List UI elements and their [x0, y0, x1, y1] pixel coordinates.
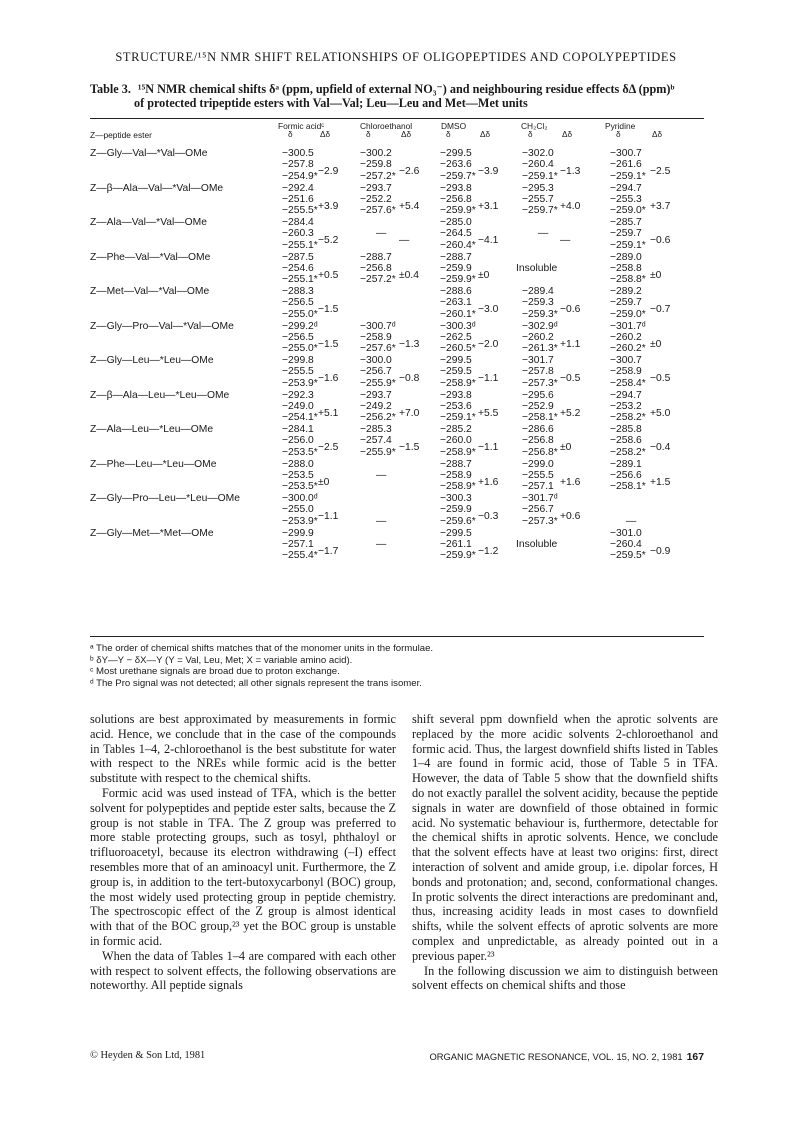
shift-value: −256.8 [360, 262, 392, 274]
shift-value: −286.6 [522, 424, 554, 435]
delta-value: −0.9 [650, 545, 671, 557]
shift-value: −259.9 [440, 504, 472, 516]
delta-value: +0.5 [318, 269, 339, 281]
shift-value: −263.1 [440, 297, 472, 309]
shift-value: −253.6 [440, 400, 472, 412]
delta-value: −1.5 [318, 338, 339, 350]
shift-value: −257.2* [360, 170, 396, 182]
shift-value: −256.6 [610, 469, 642, 481]
shift-value: −301.7ᵈ [522, 493, 558, 504]
delta-value: +3.9 [318, 200, 339, 212]
shift-value: — [538, 228, 549, 240]
shift-value: −256.5 [282, 297, 314, 309]
shift-value: −257.3* [522, 515, 558, 527]
shift-value: −256.7 [522, 504, 554, 516]
shift-value: −292.3 [282, 389, 314, 401]
delta-value: −0.8 [399, 373, 420, 385]
shift-value: −284.4 [282, 217, 314, 228]
shift-value: −260.3 [282, 228, 314, 240]
shift-value: −257.1 [522, 481, 554, 493]
shift-value: −253.9* [282, 515, 318, 527]
shift-value: −260.4 [610, 538, 642, 550]
shift-value: −295.6 [522, 389, 554, 401]
shift-value: −299.5 [440, 148, 472, 159]
shift-value: −257.2* [360, 274, 396, 286]
delta-value: −2.0 [478, 338, 499, 350]
shift-value: −255.1* [282, 274, 318, 286]
row-label: Z—Gly—Pro—Leu—*Leu—OMe [90, 493, 240, 504]
shift-value: −258.8 [610, 262, 642, 274]
footnote-a: ᵃ The order of chemical shifts matches that of the monomer units in the formulae. [90, 643, 434, 654]
shift-value: −255.0 [282, 504, 314, 516]
shift-value: −255.0* [282, 308, 318, 320]
delta-value: −1.5 [318, 304, 339, 316]
shift-value: −255.5* [282, 205, 318, 217]
delta-value: +5.1 [318, 407, 339, 419]
page-number: 167 [686, 1052, 704, 1063]
shift-value: −253.9* [282, 377, 318, 389]
delta-value: +3.7 [650, 200, 671, 212]
delta-value: ±0.4 [399, 269, 419, 281]
header-rowlabel: Z—peptide ester [90, 130, 152, 140]
shift-value: −259.6* [440, 515, 476, 527]
shift-value: −249.0 [282, 400, 314, 412]
shift-value: −255.5 [282, 366, 314, 378]
header-delta: δ [616, 130, 621, 139]
shift-value: −258.4* [610, 377, 646, 389]
shift-value: −302.9ᵈ [522, 320, 558, 332]
shift-value: — [626, 515, 637, 527]
shift-value: −300.0 [360, 355, 392, 366]
body-left-column [90, 712, 396, 993]
shift-value: −254.1* [282, 412, 318, 424]
shift-value: −258.2* [610, 412, 646, 424]
row-label: Z—Gly—Leu—*Leu—OMe [90, 355, 214, 366]
paragraph: When the data of Tables 1–4 are compared with each other with respect to solvent effects, the following observations are noteworthy. All peptide signals [90, 948, 396, 993]
delta-value: −1.2 [478, 545, 499, 557]
shift-value: −260.4 [522, 159, 554, 171]
delta-value: −1.3 [399, 338, 420, 350]
shift-value: −289.4 [522, 286, 554, 297]
shift-value: −255.7 [522, 193, 554, 205]
table-footnotes [90, 643, 704, 689]
shift-value: −253.5* [282, 446, 318, 458]
delta-value: −0.5 [560, 373, 581, 385]
shift-value: −256.8* [522, 446, 558, 458]
shift-value: −255.3 [610, 193, 642, 205]
shift-value: −259.5 [440, 366, 472, 378]
shift-value: −285.2 [440, 424, 472, 435]
delta-value: −2.9 [318, 166, 339, 178]
paragraph: solutions are best approximated by measurements in formic acid. Hence, we conclude that in the case of the compounds in Tables 1–4, 2-chloroethanol is the best substitute for water with respect to the NREs while formic acid is the better substitute with respect to the chemical shifts. [90, 712, 396, 786]
shift-value: −293.7 [360, 389, 392, 401]
delta-value: +5.4 [399, 200, 420, 212]
shift-value: −293.7 [360, 182, 392, 194]
row-label: Z—Phe—Leu—*Leu—OMe [90, 458, 217, 470]
footnote-d: ᵈ The Pro signal was not detected; all other signals represent the trans isomer. [90, 677, 422, 689]
shift-value: −258.2* [610, 446, 646, 458]
shift-value: −257.8 [522, 366, 554, 378]
delta-value: −2.5 [318, 442, 339, 454]
caption-label: Table 3. [90, 82, 131, 96]
shift-value: −259.3 [522, 297, 554, 309]
delta-value: −2.6 [399, 166, 420, 178]
shift-value: −256.0 [282, 435, 314, 447]
shift-value: −253.5* [282, 481, 318, 493]
footnote-c: ᶜ Most urethane signals are broad due to proton exchange. [90, 666, 340, 677]
table-rule-top [90, 118, 704, 119]
shift-value: −293.8 [440, 389, 472, 401]
delta-value: +3.1 [478, 200, 499, 212]
shift-value: −285.7 [610, 217, 642, 228]
shift-value: −260.5* [440, 343, 476, 355]
delta-value: −0.6 [560, 304, 581, 316]
shift-value: Insoluble [516, 538, 558, 550]
shift-value: −288.0 [282, 458, 314, 470]
shift-value: −260.1* [440, 308, 476, 320]
delta-value: — [399, 235, 410, 247]
shift-value: −288.7 [440, 458, 472, 470]
shift-value: −300.3ᵈ [440, 320, 476, 332]
caption-line1: ¹⁵N NMR chemical shifts δᵃ (ppm, upfield of external NO₃⁻) and neighbouring residue effects δΔ (ppm)ᵇ [137, 82, 675, 96]
footnote-b: ᵇ δY—Y − δX—Y (Y = Val, Leu, Met; X = variable amino acid). [90, 654, 353, 666]
shift-value: −258.9* [440, 481, 476, 493]
shift-value: — [376, 228, 387, 240]
shift-value: −285.0 [440, 217, 472, 228]
shift-value: −299.5 [440, 355, 472, 366]
header-ddelta: Δδ [401, 130, 412, 139]
journal-citation: ORGANIC MAGNETIC RESONANCE, VOL. 15, NO. 2, 1981 [429, 1051, 683, 1062]
shift-value: −260.4* [440, 239, 476, 251]
shift-value: −299.0 [522, 458, 554, 470]
shift-value: −257.1 [282, 538, 314, 550]
shift-value: −255.0* [282, 343, 318, 355]
row-label: Z—Met—Val—*Val—OMe [90, 286, 210, 297]
delta-value: ±0 [650, 269, 662, 281]
shift-value: −294.7 [610, 182, 642, 194]
shift-value: −259.7* [522, 205, 558, 217]
delta-value: −1.1 [478, 373, 499, 385]
shift-value: −289.2 [610, 286, 642, 297]
shift-value: −299.8 [282, 355, 314, 366]
delta-value: −1.1 [478, 442, 499, 454]
shift-value: −288.7 [360, 251, 392, 263]
header-ddelta: Δδ [652, 130, 663, 139]
caption-line2: of protected tripeptide esters with Val—Val; Leu—Leu and Met—Met units [134, 96, 528, 110]
header-delta: δ [528, 130, 533, 139]
delta-value: +1.1 [560, 338, 581, 350]
shift-value: −302.0 [522, 148, 554, 159]
shift-value: −253.2 [610, 400, 642, 412]
shift-value: −254.6 [282, 262, 314, 274]
shift-value: −300.2 [360, 148, 392, 159]
shift-value: −259.1* [610, 170, 646, 182]
shift-value: −259.5* [610, 550, 646, 562]
delta-value: +7.0 [399, 407, 420, 419]
shift-value: −257.6* [360, 205, 396, 217]
shift-value: −259.9 [440, 262, 472, 274]
shift-value: −258.1* [610, 481, 646, 493]
delta-value: +0.6 [560, 511, 581, 523]
header-delta: δ [288, 130, 293, 139]
table-caption [90, 82, 710, 110]
delta-value: +5.5 [478, 407, 499, 419]
row-label: Z—Ala—Val—*Val—OMe [90, 217, 207, 228]
delta-value: ±0 [560, 442, 572, 454]
header-ddelta: Δδ [480, 130, 491, 139]
shift-value: −260.2 [522, 331, 554, 343]
shift-value: −259.7 [610, 297, 642, 309]
shift-value: −263.6 [440, 159, 472, 171]
shift-value: −252.9 [522, 400, 554, 412]
shift-value: −300.5 [282, 148, 314, 159]
delta-value: −1.1 [318, 511, 339, 523]
shift-value: −256.2* [360, 412, 396, 424]
row-label: Z—Phe—Val—*Val—OMe [90, 251, 211, 263]
shift-value: Insoluble [516, 262, 558, 274]
shift-value: −299.2ᵈ [282, 320, 318, 332]
shift-value: −288.7 [440, 251, 472, 263]
shift-value: −259.1* [610, 239, 646, 251]
row-label: Z—β—Ala—Val—*Val—OMe [90, 182, 224, 194]
paragraph: shift several ppm downfield when the aprotic solvents are replaced by the more acidic solvents 2-chloroethanol and formic acid. Thus, the largest downfield shifts listed in Tables 1–4 are found in formic acid, those of Table 5 in TFA. However, the data of Table 5 show that the downfield shifts do not exactly parallel the solvent acidity, because the peptide signals in water are downfield of those obtained in formic acid. No systematic behaviour is, furthermore, detectable for the chemical shifts in aprotic solvents. Hence, we conclude that the solvent effects have at least two origins: first, direct interaction of solvent and amide group, i.e. dipolar forces, H bonds and protonation; and, second, conformational changes. In protic solvents the direct interactions are predominant and, thus, increasing acidity leads in most cases to downfield shifts, while the solvent effects of aprotic solvents are more complex and unpredictable, as already pointed out in a previous paper.²³ [412, 712, 718, 963]
header-solvent: DMSO [441, 121, 467, 131]
row-label: Z—Ala—Leu—*Leu—OMe [90, 424, 214, 435]
shift-value: −249.2 [360, 400, 392, 412]
header-solvent: Chloroethanol [360, 121, 413, 131]
shift-value: −259.9* [440, 274, 476, 286]
shift-value: −251.6 [282, 193, 314, 205]
delta-value: +1.6 [560, 476, 581, 488]
shift-value: −289.0 [610, 251, 642, 263]
shift-value: −261.6 [610, 159, 642, 171]
running-head: STRUCTURE/¹⁵N NMR SHIFT RELATIONSHIPS OF OLIGOPEPTIDES AND COPOLYPEPTIDES [115, 50, 677, 64]
row-label: Z—Gly—Val—*Val—OMe [90, 148, 208, 159]
shift-value: −301.7ᵈ [610, 320, 646, 332]
shift-value: −261.3* [522, 343, 558, 355]
shift-value: −259.9* [440, 550, 476, 562]
shift-value: — [376, 515, 387, 527]
shift-value: −260.0 [440, 435, 472, 447]
shift-value: −259.9* [440, 205, 476, 217]
delta-value: ±0 [478, 269, 490, 281]
shift-value: −300.7 [610, 148, 642, 159]
shift-value: −255.1* [282, 239, 318, 251]
delta-value: −2.5 [650, 166, 671, 178]
shift-value: −259.0* [610, 205, 646, 217]
delta-value: +1.5 [650, 476, 671, 488]
delta-value: −3.9 [478, 166, 499, 178]
shift-value: −257.8 [282, 159, 314, 171]
delta-value: −3.0 [478, 304, 499, 316]
shift-value: −259.3* [522, 308, 558, 320]
delta-value: −0.7 [650, 304, 671, 316]
delta-value: −5.2 [318, 235, 339, 247]
shift-value: −258.9* [440, 446, 476, 458]
shift-value: −256.5 [282, 331, 314, 343]
header-solvent: Pyridine [605, 121, 636, 131]
shift-value: −300.0ᵈ [282, 493, 318, 504]
shift-value: — [376, 538, 387, 550]
shift-value: −252.2 [360, 193, 392, 205]
shift-value: −300.3 [440, 493, 472, 504]
shift-value: −293.8 [440, 182, 472, 194]
row-label: Z—Gly—Pro—Val—*Val—OMe [90, 320, 234, 332]
header-ddelta: Δδ [320, 130, 331, 139]
delta-value: −0.6 [650, 235, 671, 247]
shift-value: −258.8* [610, 274, 646, 286]
shift-value: −301.0 [610, 527, 642, 539]
delta-value: −0.3 [478, 511, 499, 523]
delta-value: +4.0 [560, 200, 581, 212]
row-label: Z—β—Ala—Leu—*Leu—OMe [90, 389, 230, 401]
shift-value: −260.2 [610, 331, 642, 343]
delta-value: +5.0 [650, 407, 671, 419]
table-rule-bottom [90, 636, 704, 637]
delta-value: −0.4 [650, 442, 671, 454]
shift-value: −288.3 [282, 286, 314, 297]
shift-value: −289.1 [610, 458, 642, 470]
shift-value: −258.6 [610, 435, 642, 447]
shift-value: −257.4 [360, 435, 392, 447]
shift-value: −259.1* [522, 170, 558, 182]
shift-value: −285.8 [610, 424, 642, 435]
shift-value: — [376, 469, 387, 481]
shift-value: −259.8 [360, 159, 392, 171]
footer-copyright: © Heyden & Son Ltd, 1981 [90, 1050, 206, 1061]
header-ddelta: Δδ [562, 130, 573, 139]
shift-value: −259.7* [440, 170, 476, 182]
paragraph: Formic acid was used instead of TFA, which is the better solvent for polypeptides and peptide ester salts, because the Z group is not stable in TFA. The Z group was preferred to more stable protecting groups, such as tosyl, phthaloyl or trifluoroacetyl, because its electron withdrawing (–I) effect resembles more that of an aminoacyl unit. Furthermore, the Z group is, in addition to the tert-butoxycarbonyl (BOC) group, the most widely used protecting group in peptide chemistry. The spectroscopic effect of the Z group is almost identical with that of the BOC group,²³ yet the BOC group is unstable in formic acid. [90, 785, 396, 948]
shift-value: −260.2* [610, 343, 646, 355]
delta-value: −1.3 [560, 166, 581, 178]
shift-value: −259.1* [440, 412, 476, 424]
delta-value: +5.2 [560, 407, 581, 419]
shift-value: −287.5 [282, 251, 314, 263]
shift-value: −258.9 [440, 469, 472, 481]
shift-value: −259.7 [610, 228, 642, 240]
shift-value: −295.3 [522, 182, 554, 194]
shift-value: −256.8 [522, 435, 554, 447]
shift-value: −294.7 [610, 389, 642, 401]
shift-value: −292.4 [282, 182, 314, 194]
delta-value: — [560, 235, 571, 247]
delta-value: −1.7 [318, 545, 339, 557]
shift-value: −255.5 [522, 469, 554, 481]
shift-value: −258.9 [610, 366, 642, 378]
row-label: Z—Gly—Met—*Met—OMe [90, 527, 214, 539]
delta-value: ±0 [650, 338, 662, 350]
shift-value: −285.3 [360, 424, 392, 435]
shift-value: −258.9* [440, 377, 476, 389]
shift-value: −262.5 [440, 331, 472, 343]
shift-value: −254.9* [282, 170, 318, 182]
header-delta: δ [366, 130, 371, 139]
shift-value: −256.7 [360, 366, 392, 378]
shift-value: −300.7ᵈ [360, 320, 396, 332]
delta-value: −1.5 [399, 442, 420, 454]
shift-value: −284.1 [282, 424, 314, 435]
shift-value: −288.6 [440, 286, 472, 297]
shift-value: −255.9* [360, 377, 396, 389]
shift-value: −258.9 [360, 331, 392, 343]
body-right-column [412, 712, 718, 993]
footer-journal [429, 1051, 704, 1063]
shift-value: −255.9* [360, 446, 396, 458]
delta-value: ±0 [318, 476, 330, 488]
shift-value: −301.7 [522, 355, 554, 366]
shift-value: −261.1 [440, 538, 472, 550]
header-delta: δ [446, 130, 451, 139]
shift-value: −259.0* [610, 308, 646, 320]
delta-value: −0.5 [650, 373, 671, 385]
shift-value: −299.5 [440, 527, 472, 539]
delta-value: −1.6 [318, 373, 339, 385]
shift-value: −257.3* [522, 377, 558, 389]
shift-value: −256.8 [440, 193, 472, 205]
header-solvent: CH₂Cl₂ [521, 121, 548, 131]
shift-value: −258.1* [522, 412, 558, 424]
shift-value: −257.6* [360, 343, 396, 355]
header-solvent: Formic acidᶜ [278, 121, 325, 131]
delta-value: +1.6 [478, 476, 499, 488]
shift-value: −264.5 [440, 228, 472, 240]
shift-value: −299.9 [282, 527, 314, 539]
delta-value: −4.1 [478, 235, 499, 247]
paragraph: In the following discussion we aim to distinguish between solvent effects on chemical shifts and those [412, 963, 718, 993]
shift-value: −300.7 [610, 355, 642, 366]
shift-value: −253.5 [282, 469, 314, 481]
shift-value: −255.4* [282, 550, 318, 562]
